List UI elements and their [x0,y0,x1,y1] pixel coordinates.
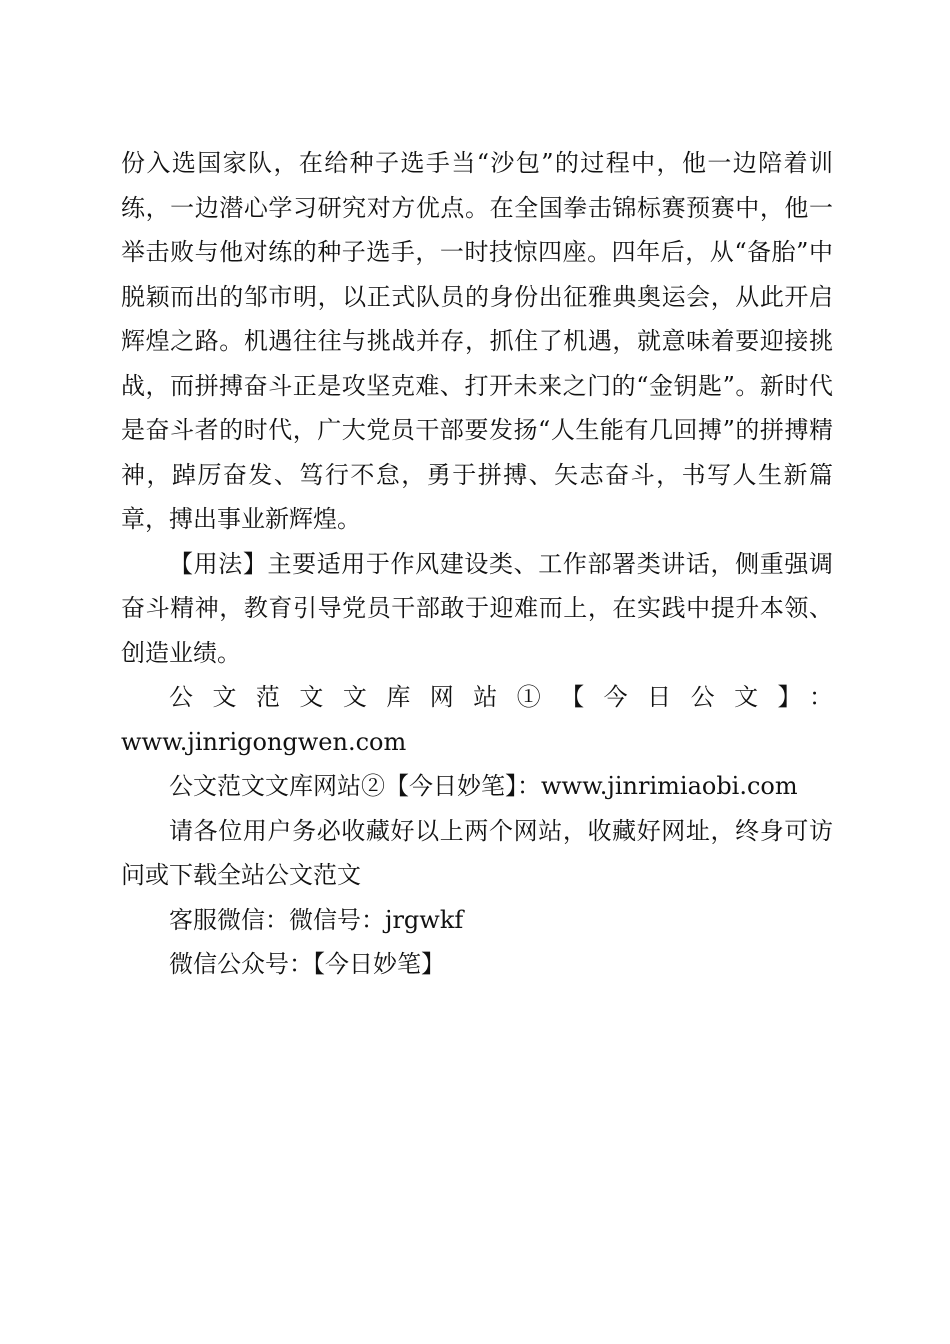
site2-line[interactable]: 公文范文文库网站②【今日妙笔】：www.jinrimiaobi.com [169,772,798,800]
site1-label: 公文范文文库网站①【今日公文】： [169,683,833,711]
notice-paragraph: 请各位用户务必收藏好以上两个网站，收藏好网址，终身可访问或下载全站公文范文 [121,816,833,889]
wechat-service-line: 客服微信：微信号：jrgwkf [169,905,464,934]
usage-paragraph: 【用法】主要适用于作风建设类、工作部署类讲话，侧重强调奋斗精神，教育引导党员干部敢于迎难而上，在实践中提升本领、创造业绩。 [121,549,833,667]
document-body [121,141,833,987]
site1-url[interactable]: www.jinrigongwen.com [121,727,407,756]
story-paragraph: 份入选国家队，在给种子选手当“沙包”的过程中，他一边陪着训练，一边潜心学习研究对方优点。在全国拳击锦标赛预赛中，他一举击败与他对练的种子选手，一时技惊四座。四年后，从“备胎”中脱颖而出的邹市明，以正式队员的身份出征雅典奥运会，从此开启辉煌之路。机遇往往与挑战并存，抓住了机遇，就意味着要迎接挑战，而拼搏奋斗正是攻坚克难、打开未来之门的“金钥匙”。新时代是奋斗者的时代，广大党员干部要发扬“人生能有几回搏”的拼搏精神，踔厉奋发、笃行不怠，勇于拼搏、矢志奋斗，书写人生新篇章，搏出事业新辉煌。 [121,149,833,533]
wechat-public-line: 微信公众号：【今日妙笔】 [169,950,445,978]
